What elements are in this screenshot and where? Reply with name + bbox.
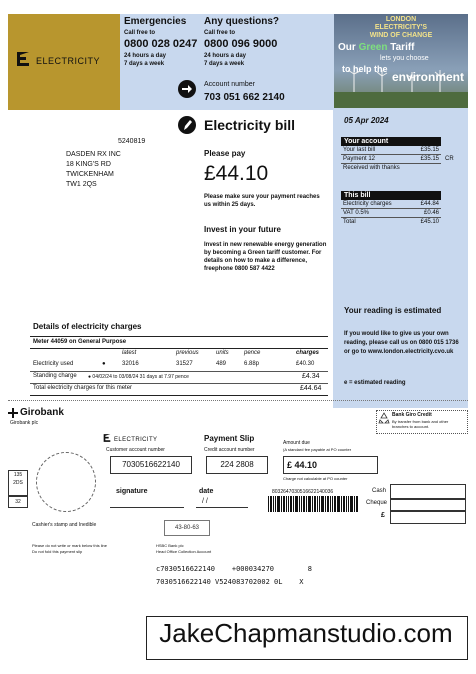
amount-note: Charge not calculable at PO counter: [283, 476, 348, 481]
col-units: units: [216, 350, 229, 356]
banner-our: Our: [338, 42, 359, 53]
banner-line-5: lets you choose: [380, 55, 429, 62]
col-charges: charges: [296, 350, 320, 356]
brand-logo-icon: [102, 433, 112, 443]
micr-line-2: 7030516622140 V524083702002 0L X: [156, 578, 304, 586]
micr-line-1: c7030516622140 +000034270 8: [156, 565, 312, 573]
slip-brand-name: ELECTRICITY: [114, 437, 158, 443]
bank-name-1: HSBC Bank plc: [156, 543, 184, 548]
details-header-row: [30, 350, 328, 360]
details-title: Details of electricity charges: [33, 322, 142, 331]
amount-due-label: Amount due: [283, 440, 310, 446]
account-row: [341, 164, 441, 172]
customer-account-field: 7030516622140: [110, 456, 192, 474]
cash-label: Cash: [372, 488, 387, 494]
signature-label: signature: [116, 488, 148, 495]
tear-line: [8, 400, 468, 401]
meter-rule: [30, 348, 328, 349]
bill-row: [341, 209, 441, 218]
table-row: [30, 361, 328, 372]
date-label: date: [199, 488, 214, 495]
questions-days: 7 days a week: [204, 61, 245, 67]
watermark-text: JakeChapmanstudio.com: [159, 618, 453, 648]
girobank-name: Girobank: [20, 407, 64, 418]
account-number-label: Account number: [204, 81, 255, 88]
bill-row-label: Electricity charges: [343, 201, 392, 207]
banner-line-1: LONDON: [385, 16, 417, 23]
row-latest: 32016: [122, 361, 139, 367]
row-units: 489: [216, 361, 227, 367]
emergencies-days: 7 days a week: [124, 61, 165, 67]
total-charges: £44.64: [300, 385, 322, 392]
standing-label: Standing charge: [33, 373, 77, 379]
account-number: 703 051 662 2140: [204, 92, 285, 103]
banner-tariff: [338, 42, 415, 53]
bill-icon: [178, 116, 196, 134]
row-label: Electricity used: [33, 361, 74, 367]
customer-town: TWICKENHAM: [66, 171, 114, 178]
pound-label: £: [381, 512, 385, 519]
brand-name: ELECTRICITY: [36, 56, 101, 66]
stamp-circle: [36, 452, 96, 512]
barcode: [268, 496, 358, 512]
your-account-title: Your account: [341, 137, 441, 146]
emergencies-phone[interactable]: 0800 028 0247: [124, 38, 198, 50]
credit-account-field: 224 2808: [206, 456, 268, 474]
girobank-icon: [8, 408, 18, 418]
standing-charges: £4.34: [302, 373, 320, 380]
customer-address: [66, 150, 121, 190]
col-latest: latest: [122, 350, 137, 356]
bill-row: [341, 200, 441, 209]
account-row-label: Your last bill: [343, 147, 376, 153]
your-account-table: [341, 137, 454, 172]
signature-line[interactable]: [110, 507, 184, 508]
side-code-box: [8, 470, 28, 496]
banner-line-7: environment: [392, 70, 465, 84]
barcode-number: 8032647030516622140036: [272, 489, 334, 495]
total-field[interactable]: [390, 510, 466, 524]
invest-title: Invest in your future: [204, 225, 281, 234]
customer-postcode: TW1 2QS: [66, 181, 97, 188]
account-row-label: Received with thanks: [343, 165, 400, 171]
girobank-sub: Girobank plc: [10, 420, 39, 426]
brand-logo-icon: [14, 50, 32, 68]
write-note-2: Do not fold this payment slip: [32, 549, 83, 554]
date-value[interactable]: / /: [202, 498, 208, 505]
sort-code-box: 43-80-63: [164, 520, 210, 536]
total-label: Total electricity charges for this meter: [33, 385, 133, 391]
emergencies-free-label: Call free to: [124, 30, 156, 36]
customer-street: 18 KING'S RD: [66, 161, 111, 168]
emergencies-hours: 24 hours a day: [124, 53, 167, 59]
customer-name: DASDEN RX INC: [66, 151, 121, 158]
side-code: 2DS: [13, 480, 23, 486]
amount-due-sub: (A standard fee payable at PO counter: [283, 447, 352, 452]
account-row: [341, 146, 441, 155]
banner-green: Green: [358, 42, 388, 53]
row-charges: £40.30: [296, 361, 315, 367]
meter-label: Meter 44059 on General Purpose: [33, 339, 127, 345]
recycle-icon: [378, 412, 390, 424]
cashier-stamp-label: Cashier's stamp and Inedible: [32, 522, 97, 528]
row-previous: 31527: [176, 361, 193, 367]
account-row: [341, 155, 454, 164]
banner-heading: [334, 16, 468, 40]
customer-ref: 5240819: [118, 138, 146, 145]
questions-hours: 24 hours a day: [204, 53, 247, 59]
invest-text: Invest in new renewable energy generation by becoming a Green tariff customer. For details on how to make a difference, freephone 0800 587 4422: [204, 242, 327, 272]
side-code: 135: [13, 472, 23, 478]
col-pence: pence: [244, 350, 261, 356]
cheque-label: Cheque: [366, 500, 388, 506]
amount-due-field: £ 44.10: [283, 456, 378, 474]
please-pay-label: Please pay: [204, 149, 246, 158]
bill-row-value: £0.46: [423, 210, 439, 216]
payment-slip-title: Payment Slip: [204, 434, 255, 443]
questions-phone[interactable]: 0800 096 9000: [204, 38, 278, 50]
bill-title: Electricity bill: [204, 117, 296, 133]
banner-line-6: to help the: [342, 64, 388, 74]
questions-free-label: Call free to: [204, 30, 236, 36]
write-note-1: Please do not write or mark below this line: [32, 543, 107, 548]
questions-title: Any questions?: [204, 16, 280, 27]
bill-row-label: Total: [343, 219, 356, 225]
reading-title: Your reading is estimated: [344, 306, 442, 315]
bill-row-value: £44.84: [420, 201, 439, 207]
bill-row-value: £45.10: [420, 219, 439, 225]
bank-giro-title: Bank Giro Credit: [392, 412, 432, 418]
banner-line-2: ELECTRICITY'S: [374, 24, 428, 31]
standing-detail: ● 04/02/24 to 03/08/24 31 days at 7.97 pence: [88, 374, 189, 380]
account-row-value: £35.15: [420, 156, 439, 162]
bank-name-2: Head Office Collection Account: [156, 549, 212, 554]
payment-note: Please make sure your payment reaches us within 25 days.: [204, 194, 320, 208]
bill-row-label: VAT 0.5%: [343, 210, 370, 216]
row-pence: 6.88p: [244, 361, 260, 367]
bill-row: [341, 218, 441, 226]
side-code: 32: [15, 499, 21, 505]
estimated-legend: e = estimated reading: [344, 380, 406, 386]
col-previous: previous: [176, 350, 199, 356]
arrow-right-icon: [178, 80, 196, 98]
banner-tariff-word: Tariff: [387, 42, 415, 53]
banner-line-3: WIND OF CHANGE: [369, 32, 433, 39]
row-marker: ●: [102, 361, 106, 367]
side-code-box: [8, 496, 28, 508]
details-rule: [30, 336, 328, 337]
customer-account-label: Customer account number: [106, 447, 165, 453]
amount-due: £44.10: [204, 162, 269, 185]
table-row: [30, 373, 328, 384]
account-row-value: £35.15: [420, 147, 439, 153]
reading-text: If you would like to give us your own reading, please call us on 0800 015 1736 or go to www.london.electricity.cvo.uk: [344, 331, 459, 355]
this-bill-table: [341, 191, 441, 226]
account-row-label: Payment 12: [343, 156, 376, 162]
credit-account-label: Credit account number: [204, 447, 255, 453]
bank-giro-note: By transfer from bank and other branches to account.: [392, 419, 449, 429]
credit-suffix: CR: [445, 156, 454, 162]
date-line: [196, 507, 248, 508]
this-bill-title: This bill: [341, 191, 441, 200]
table-row: [30, 385, 328, 396]
bill-date: 05 Apr 2024: [344, 116, 389, 125]
emergencies-title: Emergencies: [124, 16, 187, 27]
